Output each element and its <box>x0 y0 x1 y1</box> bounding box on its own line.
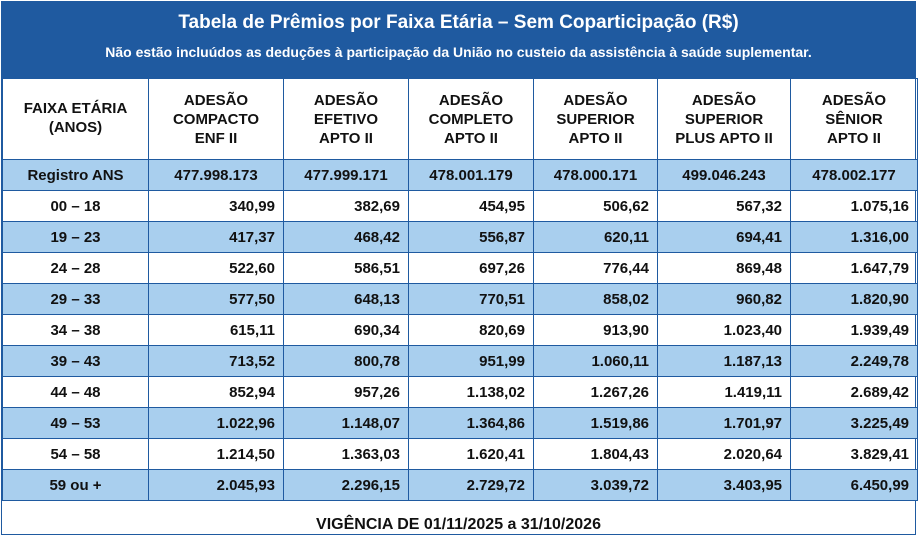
registro-ans-row <box>3 160 918 191</box>
premium-value-cell: 2.020,64 <box>658 439 791 470</box>
premium-value-cell: 713,52 <box>149 346 284 377</box>
column-header-line: ADESÃO <box>438 91 504 109</box>
page-subtitle: Não estão incluúdos as deduções à participação da União no custeio da assistência à saúde suplementar. <box>105 44 812 60</box>
column-header-line: APTO II <box>319 129 373 147</box>
premium-value-cell: 468,42 <box>284 222 409 253</box>
premium-value-cell: 1.138,02 <box>409 377 534 408</box>
registro-code-cell: 478.002.177 <box>791 160 918 191</box>
premium-value-cell: 770,51 <box>409 284 534 315</box>
column-header-line: (ANOS) <box>48 119 103 136</box>
premium-value-cell: 694,41 <box>658 222 791 253</box>
premium-value-cell: 1.647,79 <box>791 253 918 284</box>
premium-value-cell: 3.039,72 <box>534 470 658 501</box>
premium-value-cell: 1.214,50 <box>149 439 284 470</box>
column-header-line: ENF II <box>194 129 238 147</box>
premium-value-cell: 1.701,97 <box>658 408 791 439</box>
registro-code-cell: 477.998.173 <box>149 160 284 191</box>
column-header-line: SUPERIOR <box>684 110 764 128</box>
premium-value-cell: 960,82 <box>658 284 791 315</box>
column-header-line: EFETIVO <box>313 110 379 128</box>
premium-table-frame <box>1 1 916 535</box>
age-range-cell: 44 – 48 <box>3 377 149 408</box>
premium-value-cell: 556,87 <box>409 222 534 253</box>
registro-label: Registro ANS <box>3 160 149 191</box>
column-header-line: APTO II <box>444 129 498 147</box>
premium-value-cell: 697,26 <box>409 253 534 284</box>
premium-value-cell: 1.316,00 <box>791 222 918 253</box>
table-row <box>3 377 918 408</box>
table-row <box>3 346 918 377</box>
registro-code-cell: 478.001.179 <box>409 160 534 191</box>
premium-value-cell: 913,90 <box>534 315 658 346</box>
column-header-plan <box>409 79 534 160</box>
premium-value-cell: 417,37 <box>149 222 284 253</box>
premium-value-cell: 3.829,41 <box>791 439 918 470</box>
table-row <box>3 222 918 253</box>
column-header-line: ADESÃO <box>313 91 379 109</box>
premium-value-cell: 1.519,86 <box>534 408 658 439</box>
premium-value-cell: 1.148,07 <box>284 408 409 439</box>
column-header-line: ADESÃO <box>691 91 757 109</box>
table-row <box>3 284 918 315</box>
premium-value-cell: 1.267,26 <box>534 377 658 408</box>
premium-value-cell: 620,11 <box>534 222 658 253</box>
column-header-line: SUPERIOR <box>556 110 635 128</box>
column-header-plan <box>658 79 791 160</box>
premium-value-cell: 690,34 <box>284 315 409 346</box>
registro-code-cell: 477.999.171 <box>284 160 409 191</box>
premium-value-cell: 1.804,43 <box>534 439 658 470</box>
table-row <box>3 253 918 284</box>
premium-value-cell: 506,62 <box>534 191 658 222</box>
premium-value-cell: 1.023,40 <box>658 315 791 346</box>
premium-table <box>2 78 918 501</box>
column-header-age-range <box>3 79 149 160</box>
premium-value-cell: 2.296,15 <box>284 470 409 501</box>
age-range-cell: 54 – 58 <box>3 439 149 470</box>
column-header-plan <box>149 79 284 160</box>
column-header-line: APTO II <box>827 129 881 147</box>
table-row <box>3 408 918 439</box>
premium-value-cell: 382,69 <box>284 191 409 222</box>
validity-footer: VIGÊNCIA DE 01/11/2025 a 31/10/2026 <box>316 516 601 533</box>
premium-value-cell: 567,32 <box>658 191 791 222</box>
table-row <box>3 315 918 346</box>
column-header-plan <box>791 79 918 160</box>
premium-value-cell: 454,95 <box>409 191 534 222</box>
premium-value-cell: 957,26 <box>284 377 409 408</box>
column-header-line: COMPACTO <box>172 110 260 128</box>
page-title: Tabela de Prêmios por Faixa Etária – Sem Coparticipação (R$) <box>178 12 739 33</box>
premium-value-cell: 648,13 <box>284 284 409 315</box>
premium-value-cell: 2.249,78 <box>791 346 918 377</box>
premium-value-cell: 1.820,90 <box>791 284 918 315</box>
column-header-line: ADESÃO <box>183 91 249 109</box>
age-range-cell: 59 ou + <box>3 470 149 501</box>
premium-value-cell: 3.403,95 <box>658 470 791 501</box>
column-header-line: FAIXA ETÁRIA <box>23 100 128 117</box>
premium-value-cell: 6.450,99 <box>791 470 918 501</box>
premium-value-cell: 340,99 <box>149 191 284 222</box>
column-header-line: COMPLETO <box>428 110 514 128</box>
premium-value-cell: 1.939,49 <box>791 315 918 346</box>
table-row <box>3 439 918 470</box>
premium-value-cell: 951,99 <box>409 346 534 377</box>
premium-value-cell: 1.363,03 <box>284 439 409 470</box>
premium-value-cell: 615,11 <box>149 315 284 346</box>
premium-value-cell: 852,94 <box>149 377 284 408</box>
registro-code-cell: 499.046.243 <box>658 160 791 191</box>
premium-value-cell: 820,69 <box>409 315 534 346</box>
table-row <box>3 470 918 501</box>
column-header-plan <box>284 79 409 160</box>
table-row <box>3 191 918 222</box>
premium-value-cell: 1.419,11 <box>658 377 791 408</box>
column-header-row <box>3 79 918 160</box>
premium-value-cell: 586,51 <box>284 253 409 284</box>
premium-value-cell: 1.022,96 <box>149 408 284 439</box>
table-header <box>2 2 915 78</box>
age-range-cell: 00 – 18 <box>3 191 149 222</box>
premium-value-cell: 1.075,16 <box>791 191 918 222</box>
premium-value-cell: 858,02 <box>534 284 658 315</box>
age-range-cell: 19 – 23 <box>3 222 149 253</box>
column-header-line: APTO II <box>568 129 623 147</box>
premium-value-cell: 776,44 <box>534 253 658 284</box>
premium-value-cell: 1.187,13 <box>658 346 791 377</box>
premium-value-cell: 1.364,86 <box>409 408 534 439</box>
table-body <box>3 160 918 501</box>
column-header-plan <box>534 79 658 160</box>
premium-value-cell: 522,60 <box>149 253 284 284</box>
age-range-cell: 24 – 28 <box>3 253 149 284</box>
premium-value-cell: 577,50 <box>149 284 284 315</box>
premium-value-cell: 1.620,41 <box>409 439 534 470</box>
column-header-line: PLUS APTO II <box>675 129 773 147</box>
premium-value-cell: 2.729,72 <box>409 470 534 501</box>
premium-value-cell: 869,48 <box>658 253 791 284</box>
column-header-line: ADESÃO <box>563 91 628 109</box>
registro-code-cell: 478.000.171 <box>534 160 658 191</box>
age-range-cell: 39 – 43 <box>3 346 149 377</box>
age-range-cell: 34 – 38 <box>3 315 149 346</box>
premium-value-cell: 1.060,11 <box>534 346 658 377</box>
column-header-line: SÊNIOR <box>825 110 883 128</box>
premium-value-cell: 2.045,93 <box>149 470 284 501</box>
column-header-line: ADESÃO <box>821 91 887 109</box>
premium-value-cell: 800,78 <box>284 346 409 377</box>
premium-value-cell: 3.225,49 <box>791 408 918 439</box>
premium-value-cell: 2.689,42 <box>791 377 918 408</box>
age-range-cell: 49 – 53 <box>3 408 149 439</box>
age-range-cell: 29 – 33 <box>3 284 149 315</box>
